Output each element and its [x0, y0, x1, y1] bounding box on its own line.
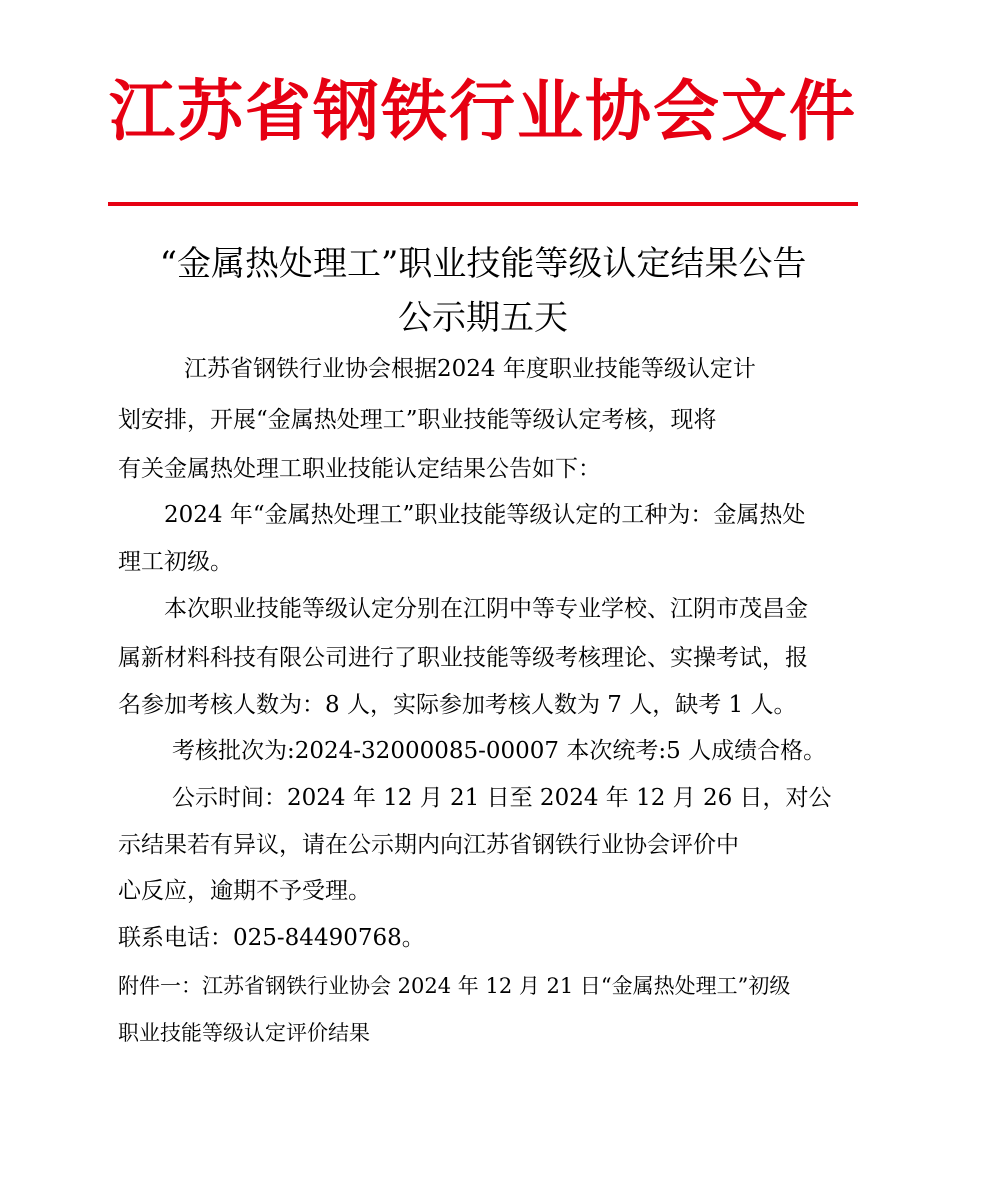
paragraph-2-line-1: 2024 年“金属热处理工”职业技能等级认定的工种为：金属热处 — [164, 502, 806, 528]
paragraph-3-line-2: 属新材料科技有限公司进行了职业技能等级考核理论、实操考试，报 — [118, 645, 808, 671]
contact-phone-line: 联系电话：025-84490768。 — [118, 925, 425, 951]
notice-subtitle: 公示期五天 — [398, 298, 568, 338]
paragraph-5-line-3: 心反应，逾期不予受理。 — [118, 878, 371, 904]
paragraph-4-line-1: 考核批次为:2024-32000085-00007 本次统考:5 人成绩合格。 — [172, 738, 827, 764]
paragraph-5-line-2: 示结果若有异议，请在公示期内向江苏省钢铁行业协会评价中 — [118, 832, 739, 858]
paragraph-1-line-2: 划安排，开展“金属热处理工”职业技能等级认定考核，现将 — [118, 407, 717, 433]
paragraph-3-line-3: 名参加考核人数为：8 人，实际参加考核人数为 7 人，缺考 1 人。 — [118, 692, 797, 718]
paragraph-3-line-1: 本次职业技能等级认定分别在江阴中等专业学校、江阴市茂昌金 — [164, 596, 808, 622]
paragraph-1-line-1: 江苏省钢铁行业协会根据2024 年度职业技能等级认定计 — [184, 356, 756, 382]
paragraph-5-line-1: 公示时间：2024 年 12 月 21 日至 2024 年 12 月 26 日，对公 — [172, 785, 832, 811]
attachment-line-1: 附件一：江苏省钢铁行业协会 2024 年 12 月 21 日“金属热处理工”初级 — [118, 974, 791, 998]
paragraph-1-line-3: 有关金属热处理工职业技能认定结果公告如下： — [118, 456, 601, 482]
red-divider-rule — [108, 202, 858, 206]
document-masthead: 江苏省钢铁行业协会文件 — [109, 73, 857, 150]
attachment-line-2: 职业技能等级认定评价结果 — [118, 1021, 370, 1045]
notice-title: “金属热处理工”职业技能等级认定结果公告 — [159, 244, 807, 284]
paragraph-2-line-2: 理工初级。 — [118, 549, 233, 575]
